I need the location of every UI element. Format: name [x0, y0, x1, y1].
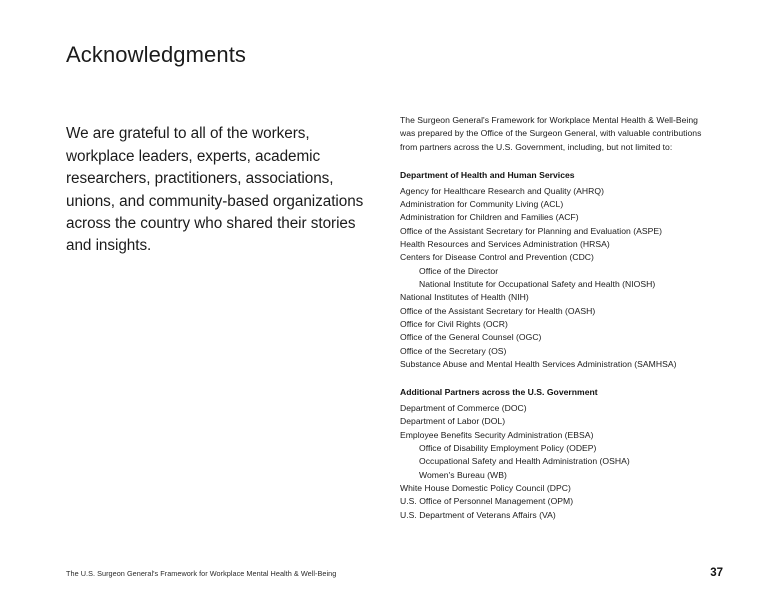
left-column: [66, 108, 378, 273]
org-list-item: Office of the General Counsel (OGC): [400, 332, 542, 343]
org-list-item: Employee Benefits Security Administration (EBSA): [400, 429, 594, 440]
org-list-item: Substance Abuse and Mental Health Services Administration (SAMHSA): [400, 359, 677, 370]
org-list-item: National Institute for Occupational Safety and Health (NIOSH): [419, 279, 656, 290]
footer-title: The U.S. Surgeon General's Framework for Workplace Mental Health & Well-Being: [66, 569, 337, 578]
org-section-hhs: [400, 169, 710, 371]
org-list-item: Office of the Director: [419, 265, 499, 276]
page-title: Acknowledgments: [66, 41, 247, 67]
org-list-item: Office of Disability Employment Policy (ODEP): [419, 442, 597, 453]
section-heading: Additional Partners across the U.S. Government: [400, 387, 598, 398]
org-list-item: U.S. Department of Veterans Affairs (VA): [400, 509, 556, 520]
org-list-item: National Institutes of Health (NIH): [400, 292, 529, 303]
org-list-item: White House Domestic Policy Council (DPC): [400, 482, 571, 493]
org-list-item: Women's Bureau (WB): [419, 469, 507, 480]
org-list-item: Office for Civil Rights (OCR): [400, 319, 508, 330]
org-list-item: Health Resources and Services Administration (HRSA): [400, 239, 610, 249]
right-column: [400, 114, 710, 522]
org-list-item: Occupational Safety and Health Administration (OSHA): [419, 456, 630, 467]
org-list-item: U.S. Office of Personnel Management (OPM): [400, 496, 574, 507]
org-list-item: Centers for Disease Control and Prevention (CDC): [400, 252, 594, 263]
org-list-item: Department of Commerce (DOC): [400, 402, 527, 413]
org-list-item: Agency for Healthcare Research and Quality (AHRQ): [400, 185, 604, 196]
org-list-item: Office of the Secretary (OS): [400, 345, 507, 356]
org-section-additional-partners: [400, 386, 710, 522]
org-list-hhs: [400, 185, 710, 372]
org-list-item: Office of the Assistant Secretary for Planning and Evaluation (ASPE): [400, 225, 663, 236]
intro-paragraph: The Surgeon General's Framework for Workplace Mental Health & Well-Being was prepared by the Office of the Surgeon General, with valuable contributions from partners across the U.S. Government, including, but not limited to:: [400, 115, 702, 152]
org-list-item: Administration for Community Living (ACL): [400, 198, 564, 209]
org-list-item: Administration for Children and Families (ACF): [400, 212, 579, 223]
org-list-item: Department of Labor (DOL): [400, 416, 506, 427]
page-footer: [66, 567, 723, 579]
org-list-additional-partners: [400, 402, 710, 522]
page-number: 37: [710, 567, 723, 579]
org-list-item: Office of the Assistant Secretary for Health (OASH): [400, 305, 596, 316]
lead-paragraph: We are grateful to all of the workers, workplace leaders, experts, academic researchers, practitioners, associations, unions, and community-based organizations across the country who shared their stories and insights.: [66, 125, 364, 255]
section-heading: Department of Health and Human Services: [400, 170, 575, 181]
